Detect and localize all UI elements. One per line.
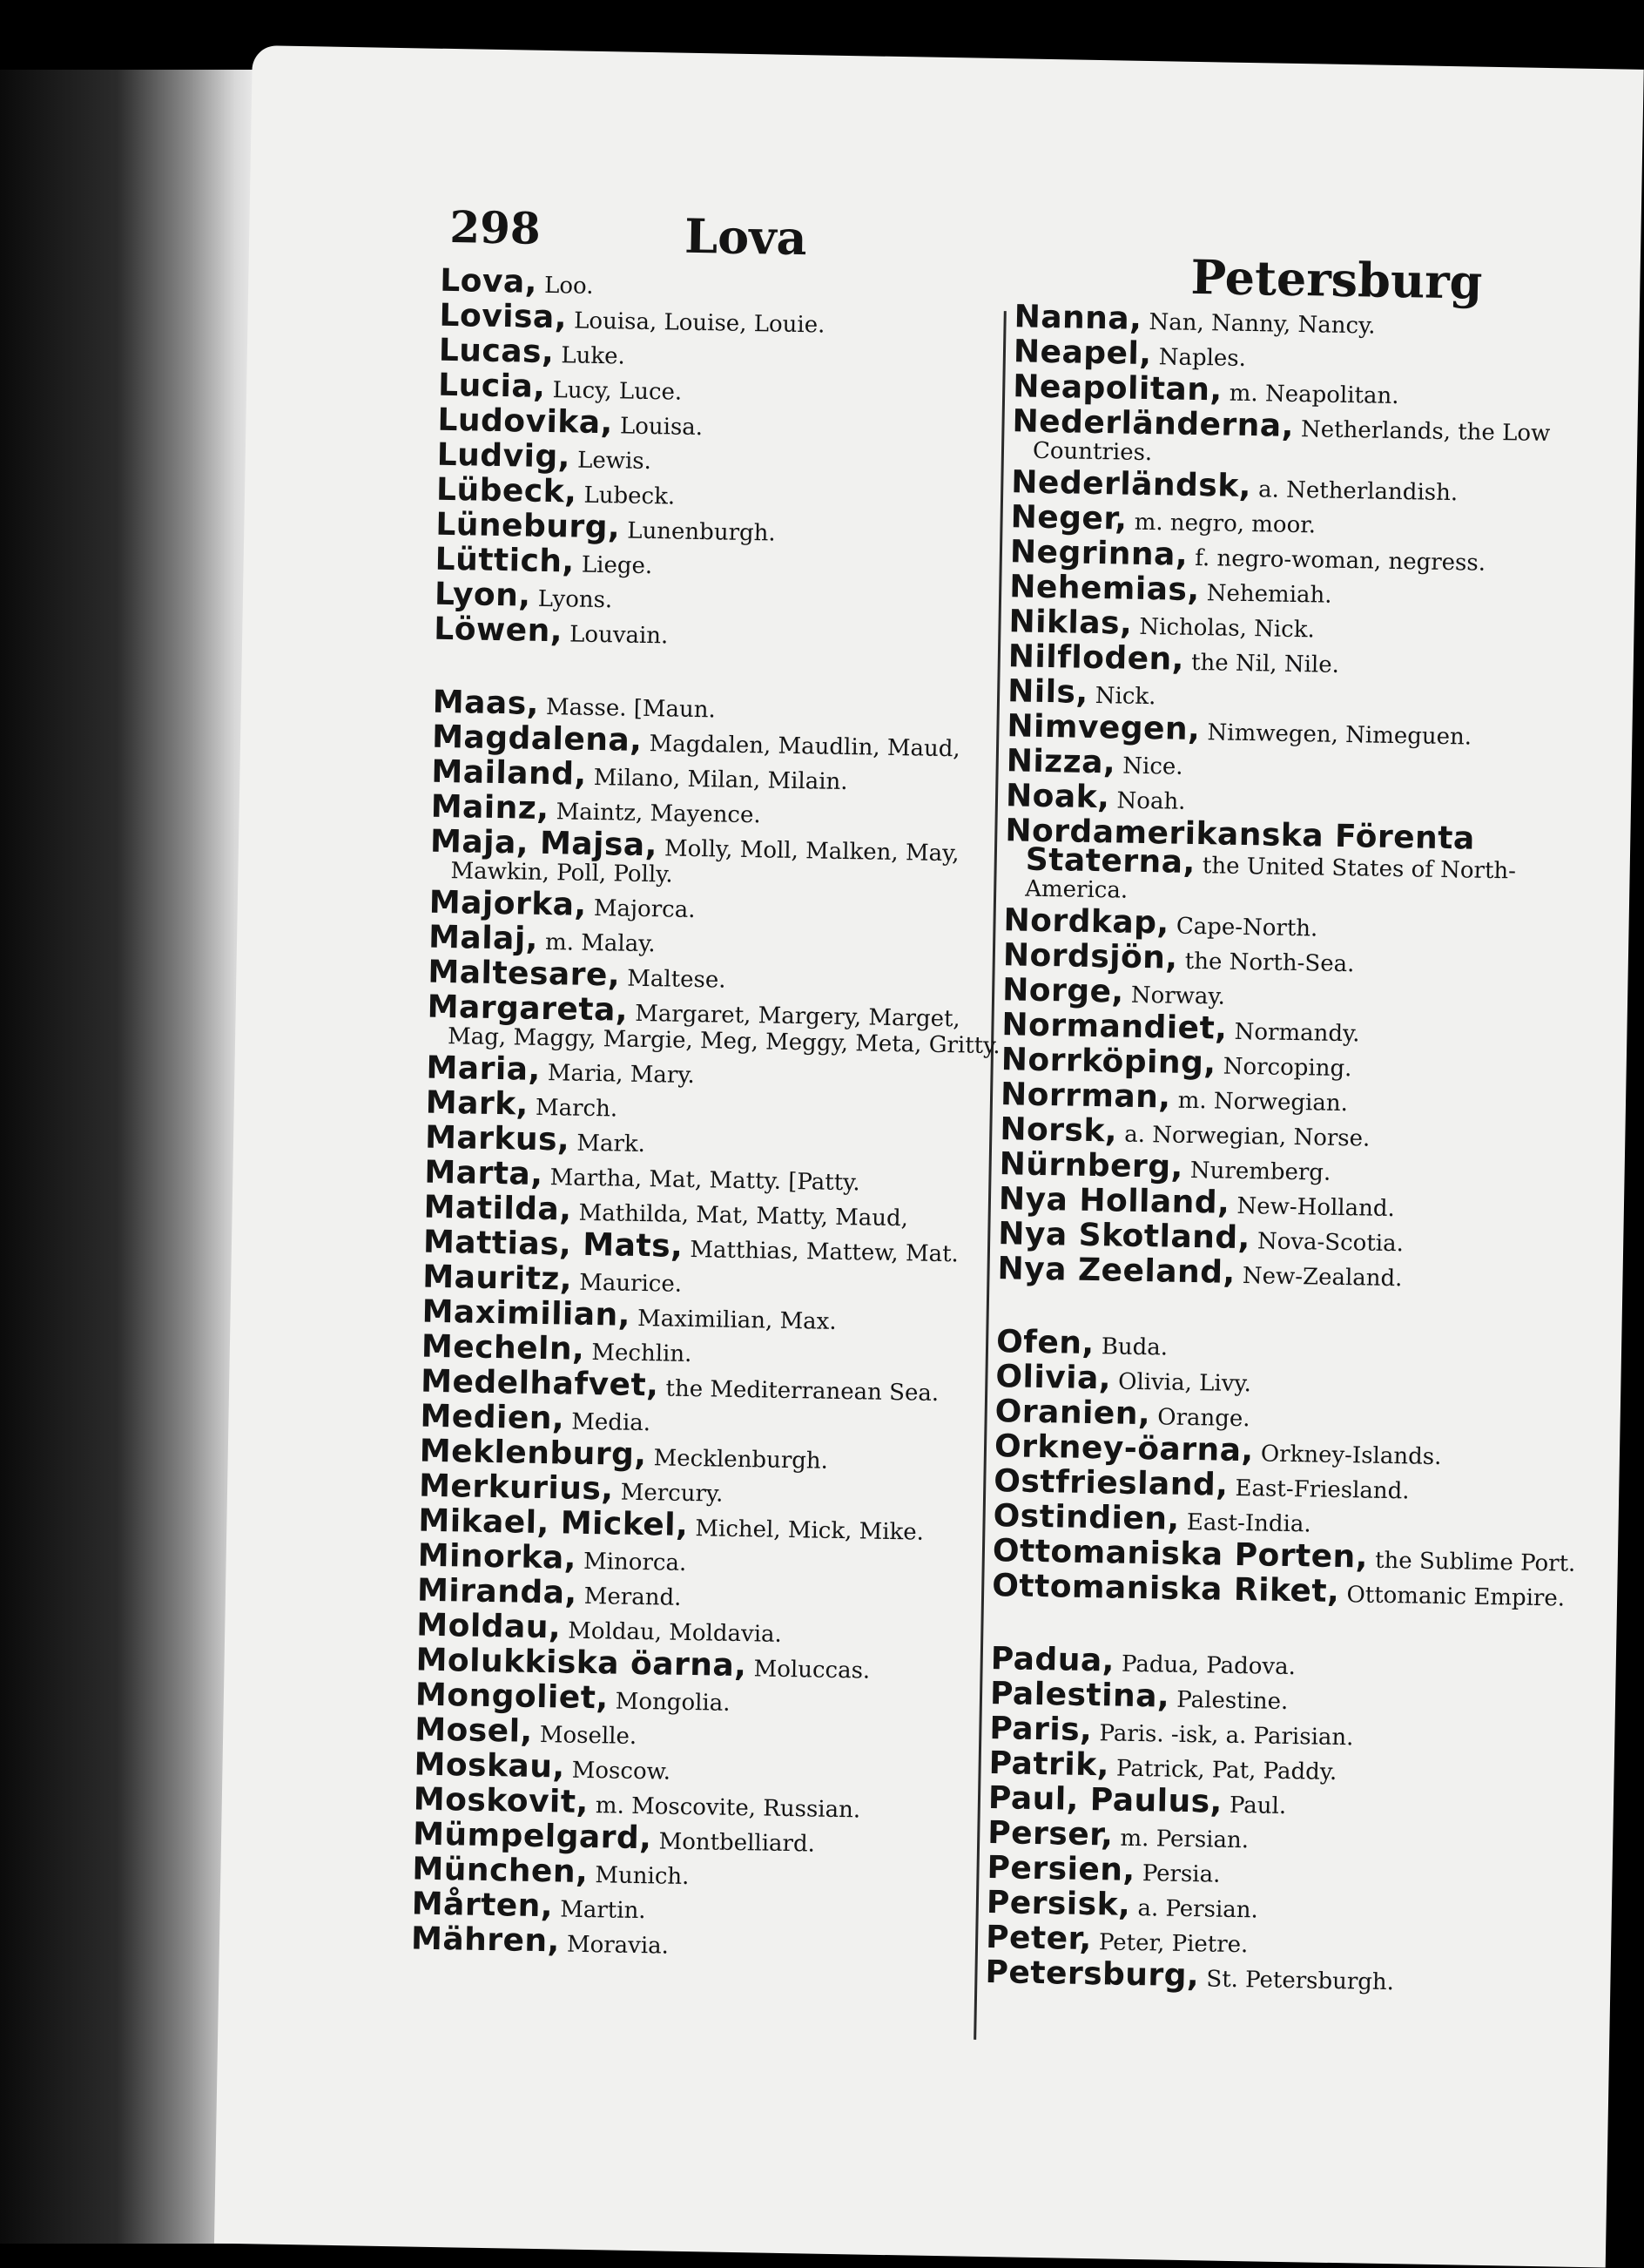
entry-translation: Michel, Mick, Mike. (695, 1515, 925, 1546)
page-number: 298 (448, 200, 542, 254)
entry-headword: Oranien, (994, 1394, 1151, 1433)
dictionary-entry (433, 611, 1026, 656)
entry-headword: Ottomaniska Porten, (992, 1533, 1369, 1576)
entry-translation: Nova-Scotia. (1257, 1228, 1405, 1258)
entry-headword: Lovisa, (439, 297, 568, 336)
entry-headword: Merkurius, (418, 1468, 614, 1508)
entry-translation: Padua, Padova. (1121, 1650, 1297, 1681)
entry-headword: Magdalena, (431, 719, 643, 759)
dictionary-entry (1007, 638, 1609, 683)
entry-translation: Molly, Moll, Malken, May, Mawkin, Poll, Polly. (450, 835, 960, 888)
entry-headword: Petersburg, (985, 1954, 1200, 1995)
entry-translation: Nan, Nanny, Nancy. (1149, 309, 1376, 340)
entry-headword: Nederländsk, (1011, 464, 1252, 505)
entry-translation: Moldau, Moldavia. (568, 1617, 783, 1648)
entry-headword: Majorka, (428, 884, 588, 923)
entry-headword: Lucas, (438, 332, 555, 371)
entry-translation: Maria, Mary. (547, 1060, 696, 1090)
entry-translation: Maintz, Mayence. (556, 799, 761, 829)
entry-headword: Nordkap, (1003, 902, 1170, 942)
entry-headword: Nürnberg, (999, 1146, 1184, 1185)
entry-headword: Neapolitan, (1012, 368, 1223, 408)
entry-headword: Lüneburg, (435, 506, 621, 546)
entry-translation: Peter, Pietre. (1098, 1929, 1249, 1959)
entry-headword: Lucia, (437, 367, 546, 405)
entry-headword: Patrik, (988, 1745, 1110, 1784)
entry-translation: the Nil, Nile. (1190, 649, 1340, 678)
entry-headword: Norsk, (1000, 1111, 1118, 1150)
entry-translation: Lunenburgh. (627, 517, 776, 547)
entry-headword: Medien, (420, 1398, 565, 1437)
entry-headword: Mauritz, (421, 1259, 573, 1298)
entry-headword: München, (412, 1851, 589, 1891)
entry-translation: Patrick, Pat, Paddy. (1115, 1755, 1337, 1786)
entry-translation: Nimwegen, Nimeguen. (1207, 719, 1472, 751)
entry-headword: Norrman, (1000, 1077, 1171, 1116)
entry-headword: Paul, Paulus, (987, 1780, 1223, 1820)
entry-translation: Normandy. (1234, 1018, 1360, 1048)
entry-translation: f. negro-woman, negress. (1195, 544, 1486, 577)
entry-headword: Mårten, (411, 1886, 554, 1925)
entry-translation: Naples. (1158, 344, 1247, 372)
entry-translation: Moravia. (566, 1931, 670, 1960)
entry-headword: Marta, (424, 1154, 543, 1193)
entry-translation: Martin. (560, 1896, 646, 1925)
entry-headword: Markus, (424, 1119, 570, 1158)
entry-headword: Peter, (985, 1920, 1093, 1958)
entry-translation: Mathilda, Mat, Matty, Maud, (578, 1199, 909, 1232)
entry-headword: Mainz, (430, 788, 549, 827)
entry-translation: the Sublime Port. (1374, 1547, 1576, 1577)
entry-translation: Media. (571, 1408, 651, 1437)
entry-headword: Nehemias, (1008, 569, 1200, 609)
entry-translation: East-India. (1186, 1509, 1311, 1538)
entry-translation: Nicholas, Nick. (1139, 613, 1316, 644)
entry-translation: Maurice. (578, 1269, 683, 1298)
entry-headword: Mümpelgard, (412, 1816, 652, 1857)
entry-translation: a. Netherlandish. (1257, 476, 1459, 507)
entry-headword: Nya Holland, (998, 1181, 1230, 1221)
entry-translation: Netherlands, the Low Countries. (1032, 416, 1551, 467)
entry-translation: Munich. (595, 1862, 690, 1891)
entry-headword: Ostfriesland, (993, 1463, 1229, 1503)
entry-headword: Mattias, Mats, (422, 1224, 684, 1265)
entry-translation: Persia. (1142, 1860, 1221, 1888)
entry-translation: Lyons. (537, 585, 613, 614)
entry-headword: Ottomaniska Riket, (991, 1568, 1340, 1610)
entry-headword: Margareta, (427, 989, 629, 1029)
entry-translation: Nehemiah. (1206, 580, 1332, 609)
entry-headword: Neger, (1010, 499, 1128, 537)
entry-headword: Maria, (426, 1050, 542, 1088)
entry-translation: Mechlin. (591, 1340, 692, 1368)
entry-headword: Persisk, (986, 1885, 1131, 1923)
entry-translation: Mercury. (620, 1479, 724, 1508)
entry-translation: Louisa, Louise, Louie. (573, 307, 825, 339)
entry-headword: Nya Skotland, (997, 1216, 1251, 1257)
entry-headword: Nizza, (1006, 743, 1116, 781)
entry-headword: Neapel, (1013, 334, 1152, 373)
entry-translation: New-Zealand. (1242, 1263, 1403, 1293)
entry-translation: Orkney-Islands. (1260, 1441, 1442, 1471)
entry-headword: Mecheln, (421, 1328, 585, 1367)
entry-translation: Louvain. (569, 621, 669, 650)
entry-translation: Orange. (1157, 1404, 1250, 1433)
entry-translation: Mark. (576, 1130, 646, 1158)
entry-translation: Ottomanic Empire. (1346, 1582, 1566, 1612)
entry-translation: Moscow. (571, 1757, 671, 1785)
dictionary-entry (1004, 813, 1607, 912)
entry-translation: Mongolia. (615, 1688, 731, 1717)
entry-translation: Montbelliard. (658, 1828, 816, 1858)
dictionary-page (214, 45, 1644, 2268)
entry-headword: Nederländerna, (1012, 403, 1295, 444)
entry-headword: Ludovika, (437, 402, 614, 442)
entry-translation: Paul. (1229, 1792, 1287, 1820)
entry-translation: Olivia, Livy. (1117, 1368, 1252, 1398)
entry-translation: Nice. (1122, 753, 1183, 780)
entry-headword: Mähren, (410, 1920, 561, 1960)
entry-translation: Cape-North. (1176, 913, 1318, 942)
entry-translation: Norway. (1130, 982, 1226, 1010)
running-head-right: Petersburg (1189, 248, 1483, 310)
entry-headword: Minorka, (417, 1537, 577, 1576)
entry-headword: Miranda, (416, 1572, 577, 1611)
dictionary-entry (997, 1251, 1598, 1295)
entry-headword: Löwen, (433, 611, 563, 650)
entry-translation: the United States of North-America. (1024, 853, 1517, 904)
dictionary-entry (991, 1568, 1593, 1612)
entry-translation: Maximilian, Max. (637, 1305, 837, 1335)
entry-translation: Moluccas. (753, 1656, 871, 1684)
entry-headword: Lova, (439, 262, 538, 300)
entry-translation: Maltese. (627, 965, 726, 994)
entry-translation: m. negro, moor. (1134, 509, 1317, 539)
entry-translation: m. Persian. (1120, 1825, 1250, 1854)
entry-headword: Ostindien, (993, 1498, 1181, 1537)
entry-translation: Luke. (561, 342, 626, 370)
entry-headword: Mosel, (414, 1711, 534, 1750)
entry-translation: Moselle. (539, 1722, 637, 1750)
entry-translation: Nuremberg. (1189, 1157, 1331, 1186)
dictionary-entry (1012, 403, 1614, 474)
entry-headword: Maltesare, (428, 954, 621, 994)
entry-translation: Margaret, Margery, Marget, Mag, Maggy, Margie, Meg, Meggy, Meta, Gritty. (447, 1000, 1001, 1060)
entry-headword: Normandiet, (1001, 1007, 1228, 1047)
entry-translation: St. Petersburgh. (1206, 1966, 1395, 1996)
entry-headword: Malaj, (428, 919, 539, 957)
entry-translation: Liege. (581, 551, 653, 580)
entry-headword: Ofen, (995, 1324, 1095, 1362)
entry-translation: Martha, Mat, Matty. [Patty. (549, 1164, 860, 1197)
entry-headword: Nordsjön, (1002, 937, 1178, 976)
entry-headword: Lyon, (434, 576, 531, 614)
entry-headword: Mongoliet, (414, 1677, 609, 1717)
entry-headword: Moldau, (416, 1607, 562, 1646)
entry-translation: Milano, Milan, Milain. (593, 764, 848, 796)
entry-translation: Mecklenburgh. (653, 1445, 829, 1475)
entry-translation: Louisa. (619, 413, 704, 442)
entry-headword: Medelhafvet, (420, 1363, 659, 1404)
entry-headword: Niklas, (1008, 604, 1133, 642)
entry-headword: Molukkiska öarna, (415, 1642, 747, 1684)
entry-translation: March. (535, 1094, 618, 1123)
entry-headword: Nordamerikanska Förenta Staterna, (1005, 813, 1476, 881)
entry-headword: Moskovit, (413, 1781, 590, 1821)
entry-headword: Maximilian, (421, 1293, 631, 1333)
left-column (410, 262, 1033, 1972)
entry-translation: New-Holland. (1236, 1192, 1396, 1223)
entry-translation: Loo. (543, 272, 594, 300)
entry-headword: Nya Zeeland, (997, 1251, 1236, 1291)
entry-headword: Negrinna, (1009, 534, 1189, 573)
entry-translation: Merand. (583, 1583, 682, 1611)
entry-headword: Meklenburg, (419, 1433, 647, 1474)
entry-headword: Mikael, Mickel, (418, 1502, 689, 1543)
entry-headword: Olivia, (995, 1359, 1112, 1397)
dictionary-entry (429, 823, 1022, 894)
entry-translation: Palestine. (1176, 1686, 1289, 1716)
entry-translation: the Mediterranean Sea. (665, 1375, 940, 1407)
entry-translation: Lewis. (576, 447, 652, 476)
dictionary-entry (985, 1954, 1586, 1999)
entry-translation: m. Neapolitan. (1229, 380, 1399, 410)
entry-headword: Maja, Majsa, (429, 823, 658, 864)
entry-headword: Nanna, (1014, 299, 1142, 337)
entry-headword: Nils, (1007, 673, 1088, 711)
entry-headword: Noak, (1005, 778, 1110, 816)
entry-headword: Perser, (987, 1815, 1114, 1853)
entry-translation: m. Moscovite, Russian. (595, 1792, 861, 1824)
entry-headword: Maas, (432, 684, 540, 722)
entry-headword: Ludvig, (436, 436, 571, 476)
entry-translation: m. Norwegian. (1177, 1087, 1349, 1117)
entry-translation: Noah. (1116, 787, 1186, 815)
entry-headword: Matilda, (423, 1189, 572, 1228)
entry-translation: Minorca. (583, 1548, 687, 1576)
dictionary-entry (427, 989, 1020, 1060)
dictionary-entry (410, 1920, 1003, 1966)
entry-headword: Mark, (425, 1084, 529, 1123)
entry-translation: Lubeck. (583, 482, 676, 510)
entry-translation: Paris. -isk, a. Parisian. (1099, 1720, 1354, 1752)
entry-translation: the North-Sea. (1184, 948, 1355, 978)
entry-translation: m. Malay. (544, 929, 656, 958)
entry-headword: Mailand, (431, 753, 587, 793)
entry-headword: Nilfloden, (1007, 638, 1185, 678)
entry-headword: Paris, (989, 1711, 1093, 1749)
entry-headword: Orkney-öarna, (994, 1428, 1255, 1469)
entry-translation: Matthias, Mattew, Mat. (690, 1236, 960, 1268)
entry-translation: Masse. [Maun. (545, 694, 717, 724)
entry-headword: Lübeck, (435, 471, 577, 510)
entry-translation: Norcoping. (1223, 1053, 1352, 1083)
entry-headword: Nimvegen, (1007, 708, 1201, 748)
right-column (985, 299, 1615, 2005)
entry-translation: Nick. (1095, 683, 1156, 711)
entry-headword: Palestina, (989, 1676, 1170, 1715)
entry-translation: Lucy, Luce. (552, 377, 683, 406)
entry-translation: Buda. (1101, 1333, 1169, 1361)
entry-headword: Norge, (1001, 972, 1125, 1010)
entry-headword: Norrköping, (1001, 1042, 1216, 1082)
entry-translation: a. Persian. (1137, 1895, 1259, 1924)
entry-headword: Moskau, (414, 1746, 565, 1785)
entry-translation: East-Friesland. (1235, 1475, 1410, 1505)
entry-headword: Padua, (990, 1641, 1115, 1679)
entry-translation: Majorca. (593, 894, 696, 924)
running-head-left: Lova (684, 207, 808, 267)
entry-headword: Lüttich, (435, 541, 576, 580)
entry-headword: Persien, (987, 1850, 1135, 1889)
entry-translation: a. Norwegian, Norse. (1124, 1121, 1371, 1152)
entry-translation: Magdalen, Maudlin, Maud, (649, 731, 960, 763)
